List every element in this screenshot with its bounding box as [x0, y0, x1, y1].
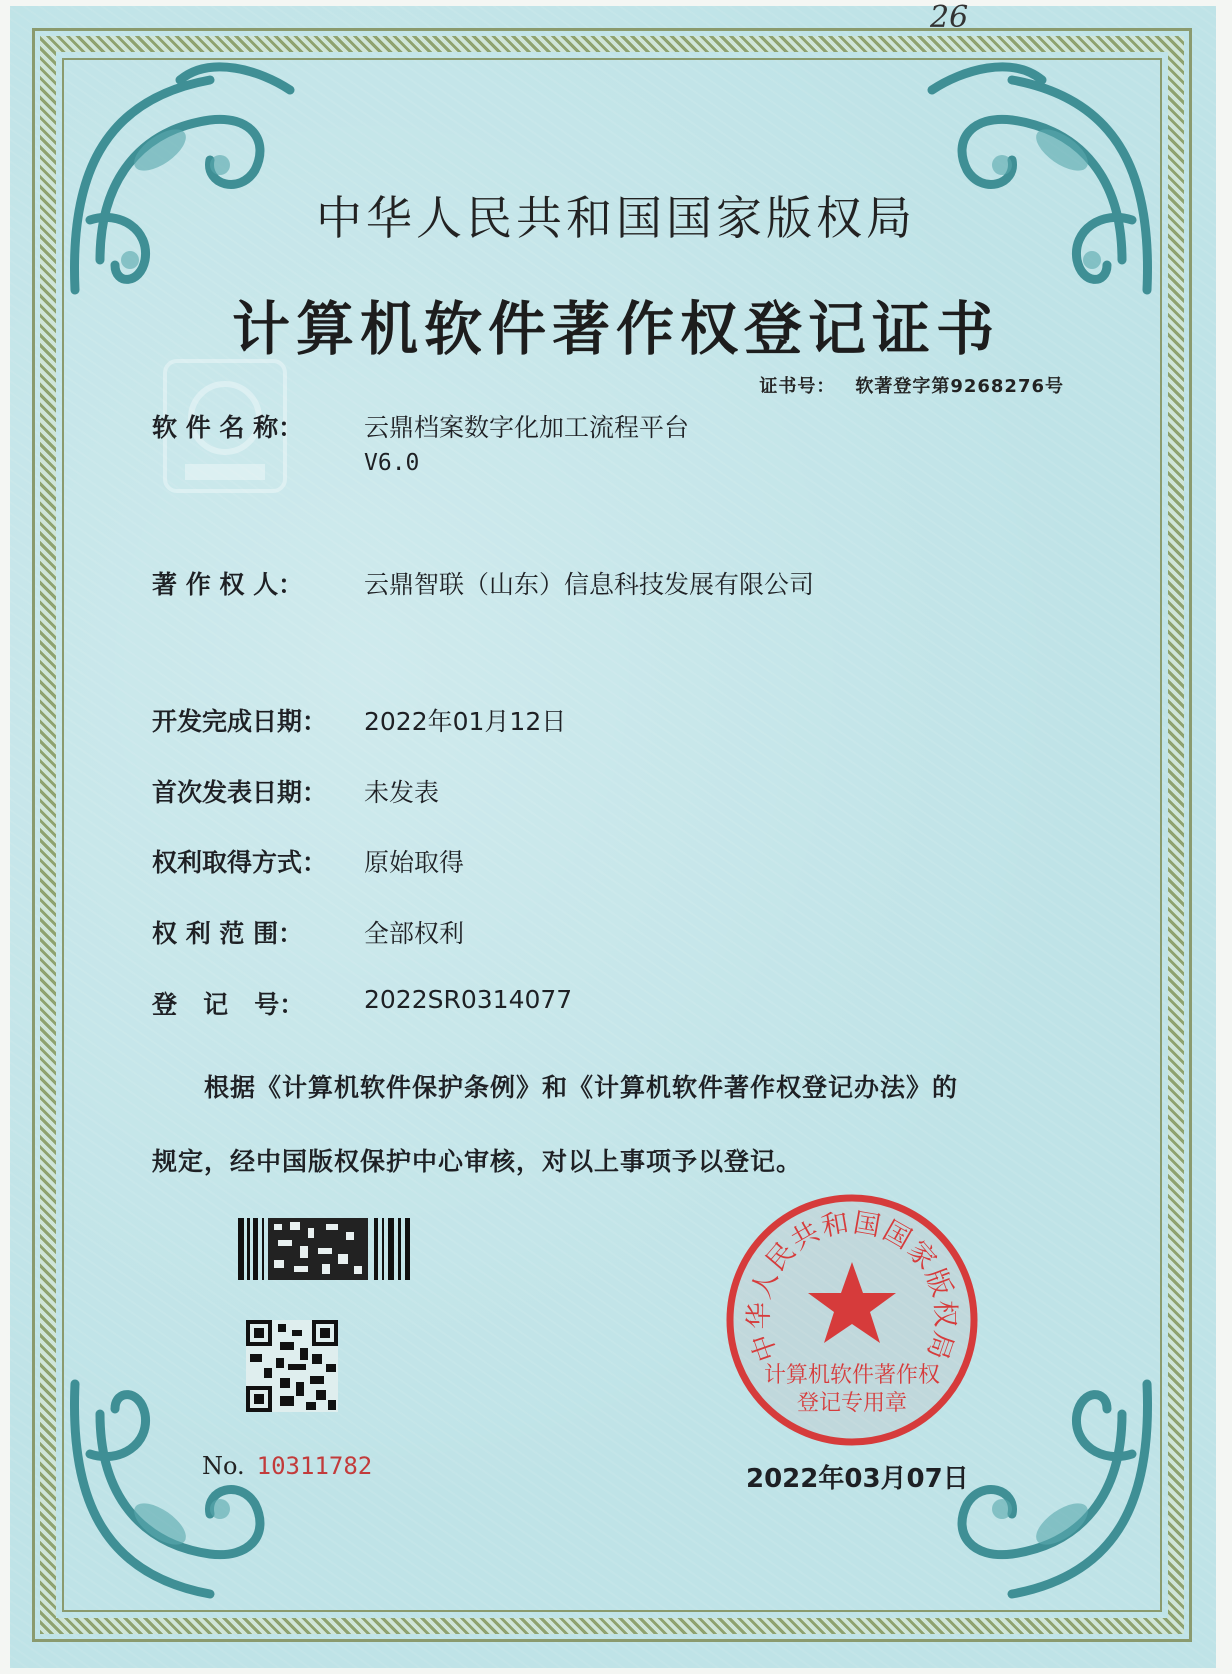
field-scope-of-rights — [152, 914, 464, 950]
statement-line-1: 根据《计算机软件保护条例》和《计算机软件著作权登记办法》的 — [204, 1073, 959, 1102]
qr-code-icon — [246, 1320, 338, 1412]
official-seal-icon — [724, 1192, 980, 1448]
field-completion-date — [152, 702, 566, 738]
field-label: 权利取得方式： — [152, 848, 328, 877]
field-label: 开发完成日期： — [152, 707, 328, 736]
field-label: 权 利 范 围： — [152, 919, 304, 948]
certificate-title: 计算机软件著作权登记证书 — [231, 295, 1000, 363]
statement-line-2: 规定，经中国版权保护中心审核，对以上事项予以登记。 — [152, 1147, 803, 1176]
seal-outer-text: 中华人民共和国国家版权局 — [743, 1207, 961, 1366]
field-software-name — [152, 408, 689, 476]
barcode-icon — [238, 1218, 416, 1280]
field-value: 未发表 — [364, 778, 440, 807]
certificate-number — [759, 372, 1064, 398]
issuer-title: 中华人民共和国国家版权局 — [316, 191, 916, 245]
field-label: 登 记 号： — [152, 990, 305, 1019]
seal-inner-line-2: 登记专用章 — [796, 1391, 908, 1416]
field-value: 2022SR0314077 — [364, 985, 573, 1014]
field-value: 云鼎档案数字化加工流程平台 — [364, 413, 690, 442]
serial-number — [202, 1452, 372, 1480]
seal-inner-line-1: 计算机软件著作权 — [763, 1363, 941, 1388]
serial-prefix: No. — [202, 1452, 245, 1480]
field-copyright-holder — [152, 565, 814, 601]
field-version: V6.0 — [364, 450, 420, 476]
field-first-publish-date — [152, 773, 439, 809]
field-label: 首次发表日期： — [152, 778, 328, 807]
field-value: 2022年01月12日 — [364, 707, 567, 736]
field-label: 著 作 权 人： — [152, 570, 304, 599]
certificate-number-label: 证书号： — [759, 376, 836, 397]
certificate-number-value: 软著登字第9268276号 — [855, 376, 1064, 397]
field-acquisition-method — [152, 843, 464, 879]
field-registration-number — [152, 985, 572, 1021]
serial-value: 10311782 — [256, 1452, 373, 1480]
field-value: 原始取得 — [364, 848, 465, 877]
field-value: 云鼎智联（山东）信息科技发展有限公司 — [364, 570, 815, 599]
field-value: 全部权利 — [364, 919, 465, 948]
field-label: 软 件 名 称： — [152, 413, 304, 442]
handwritten-mark: 26 — [930, 0, 969, 35]
issue-date: 2022年03月07日 — [746, 1464, 969, 1494]
